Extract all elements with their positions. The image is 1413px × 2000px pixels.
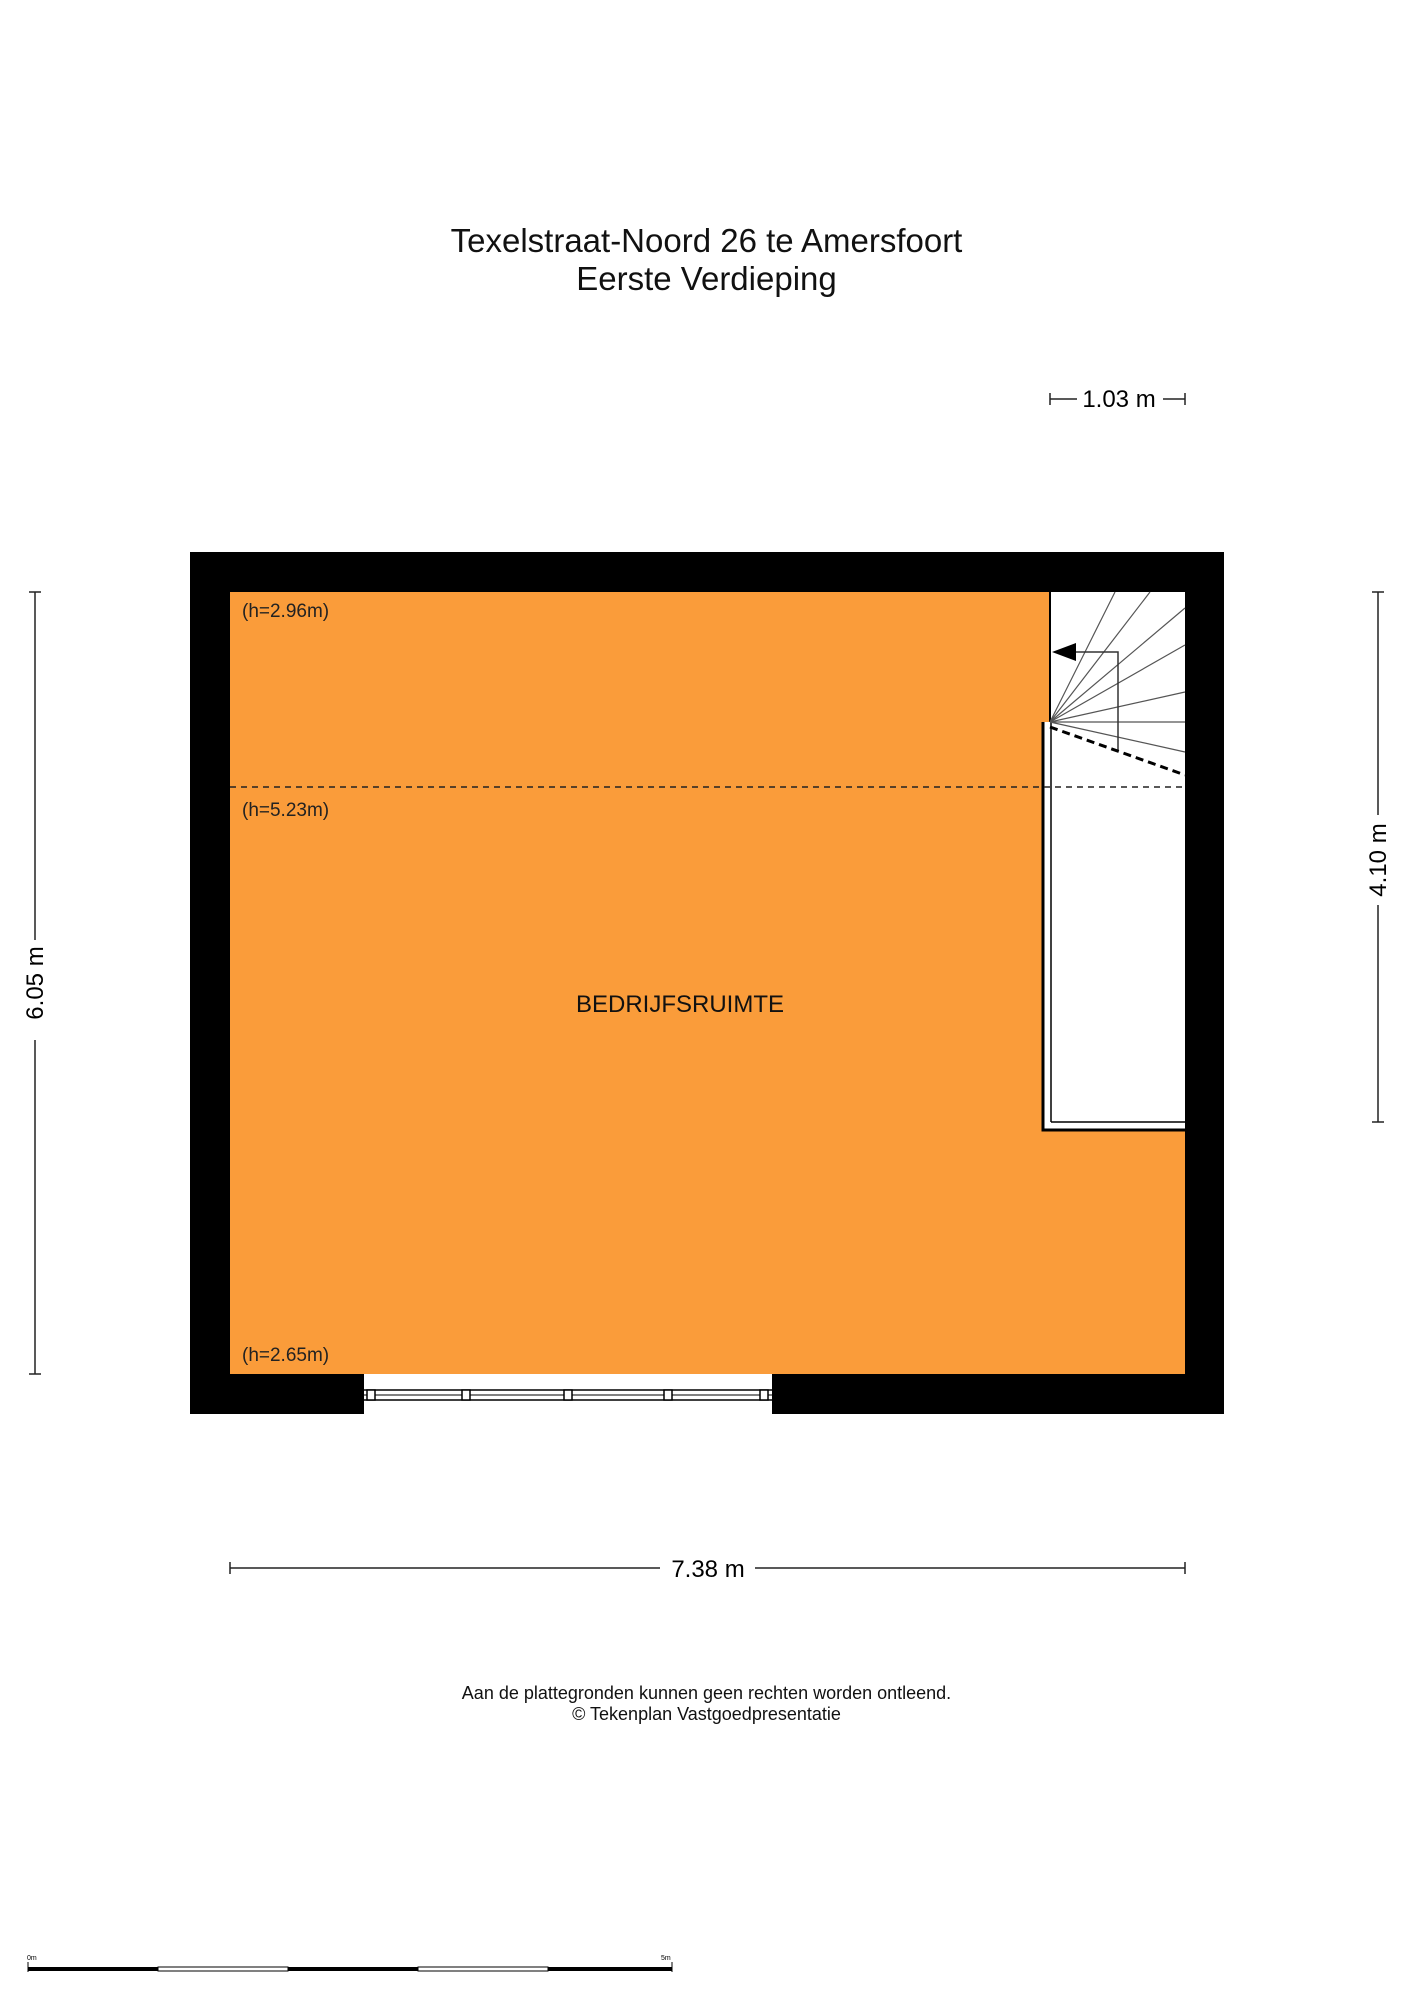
copyright-text: © Tekenplan Vastgoedpresentatie [572, 1704, 841, 1724]
height-label-top: (h=2.96m) [242, 601, 330, 622]
stairwell [1043, 592, 1185, 1130]
scale-bar-start-label: 0m [27, 1955, 37, 1962]
dimension-bottom-label: 7.38 m [671, 1556, 745, 1583]
scale-bar-end-label: 5m [661, 1955, 671, 1962]
disclaimer-text: Aan de plattegronden kunnen geen rechten worden ontleend. [461, 1683, 952, 1703]
address-title: Texelstraat-Noord 26 te Amersfoort [450, 222, 963, 259]
dimension-left-label: 6.05 m [22, 946, 49, 1020]
room-name: BEDRIJFSRUIMTE [575, 991, 785, 1018]
floor-title: Eerste Verdieping [576, 260, 837, 297]
height-label-ridge: (h=5.23m) [242, 800, 330, 821]
height-label-bottom: (h=2.65m) [242, 1345, 330, 1366]
dimension-top-right-label: 1.03 m [1082, 386, 1156, 413]
scale-bar [28, 1962, 672, 1972]
window [364, 1374, 772, 1414]
dimension-right-label: 4.10 m [1365, 823, 1392, 897]
